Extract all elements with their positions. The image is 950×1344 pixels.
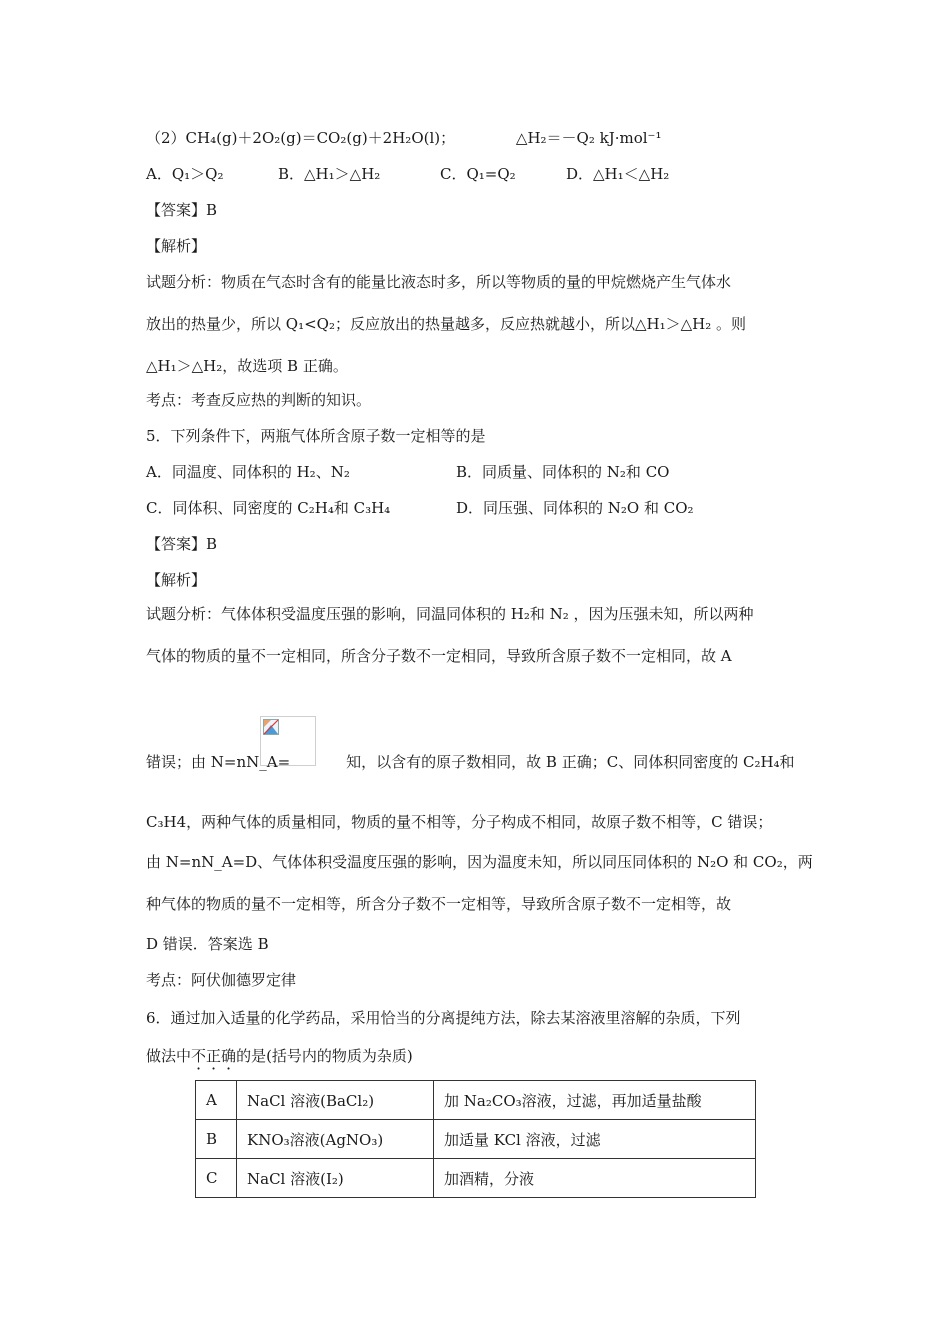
table-cell: 加酒精，分液: [434, 1159, 756, 1198]
q4-option-a: A．Q₁＞Q₂: [146, 165, 224, 183]
table-cell: 加适量 KCl 溶液，过滤: [434, 1120, 756, 1159]
emphasis-char: 确: [221, 1047, 237, 1065]
q4-option-c: C．Q₁=Q₂: [440, 165, 516, 183]
q5-analysis-line: 由 N=nN_A=D、气体体积受温度压强的影响，因为温度未知，所以同压同体积的 N₂O 和 CO₂，两: [146, 853, 813, 871]
stem-text: 做法中: [146, 1047, 192, 1065]
table-row: [196, 1120, 756, 1159]
line-after-image: 知，以含有的原子数相同，故 B 正确；C、同体积同密度的 C₂H₄和: [346, 753, 795, 771]
q4-analysis-line: △H₁＞△H₂，故选项 B 正确。: [146, 357, 348, 375]
table-cell: NaCl 溶液(I₂): [237, 1159, 434, 1198]
table-cell: NaCl 溶液(BaCl₂): [237, 1081, 434, 1120]
options-table: [195, 1080, 756, 1198]
table-cell: C: [196, 1159, 237, 1198]
table-row: [196, 1081, 756, 1120]
q5-analysis-line: D 错误．答案选 B: [146, 935, 269, 953]
q5-stem: 5．下列条件下，两瓶气体所含原子数一定相等的是: [146, 427, 486, 445]
q5-option-c: C．同体积、同密度的 C₂H₄和 C₃H₄: [146, 499, 391, 517]
q5-analysis-line: 种气体的物质的量不一定相等，所含分子数不一定相等，导致所含原子数不一定相等，故: [146, 895, 732, 913]
q4-kaodian: 考点：考查反应热的判断的知识。: [146, 391, 372, 409]
q4-answer: 【答案】B: [146, 201, 218, 219]
q5-kaodian: 考点：阿伏伽德罗定律: [146, 971, 297, 989]
table-row: [196, 1159, 756, 1198]
equation-2: [146, 128, 661, 148]
eq-label: （2）: [146, 129, 186, 147]
emphasis-char: 不: [191, 1047, 207, 1065]
emphasis-char: 正: [206, 1047, 222, 1065]
q5-option-a: A．同温度、同体积的 H₂、N₂: [146, 463, 350, 481]
table-cell: A: [196, 1081, 237, 1120]
q4-option-d: D．△H₁＜△H₂: [566, 165, 670, 183]
table-cell: 加 Na₂CO₃溶液，过滤，再加适量盐酸: [434, 1081, 756, 1120]
q5-answer: 【答案】B: [146, 535, 218, 553]
q4-analysis-label: 【解析】: [146, 237, 207, 255]
eq-dh: △H₂＝－Q₂ kJ·mol⁻¹: [515, 129, 662, 147]
broken-image-icon: [263, 719, 279, 735]
table-cell: B: [196, 1120, 237, 1159]
q5-analysis-line-with-image: [146, 752, 795, 772]
q5-analysis-line: 气体的物质的量不一定相同，所含分子数不一定相同，导致所含原子数不一定相同，故 A: [146, 647, 732, 665]
q5-analysis-line: 试题分析：气体体积受温度压强的影响，同温同体积的 H₂和 N₂ ，因为压强未知，所以两种: [146, 605, 754, 623]
q4-analysis-line: 放出的热量少，所以 Q₁<Q₂；反应放出的热量越多，反应热就越小，所以△H₁＞△H₂ 。则: [146, 315, 746, 333]
q6-stem-line2: [146, 1046, 413, 1066]
table-cell: KNO₃溶液(AgNO₃): [237, 1120, 434, 1159]
line-before-image: 错误；由 N=nN_A=: [146, 753, 291, 771]
q5-analysis-line: C₃H4，两种气体的质量相同，物质的量不相等，分子构成不相同，故原子数不相等，C 错误；: [146, 813, 773, 831]
q6-stem: 6．通过加入适量的化学药品，采用恰当的分离提纯方法，除去某溶液里溶解的杂质，下列: [146, 1009, 741, 1027]
q4-option-b: B．△H₁＞△H₂: [278, 165, 381, 183]
q5-option-b: B．同质量、同体积的 N₂和 CO: [456, 463, 670, 481]
q5-option-d: D．同压强、同体积的 N₂O 和 CO₂: [456, 499, 694, 517]
q4-analysis-line: 试题分析：物质在气态时含有的能量比液态时多，所以等物质的量的甲烷燃烧产生气体水: [146, 273, 732, 291]
q5-analysis-label: 【解析】: [146, 571, 207, 589]
stem-text: 的是(括号内的物质为杂质): [236, 1047, 413, 1065]
eq-body: CH₄(g)＋2O₂(g)＝CO₂(g)＋2H₂O(l)；: [185, 129, 456, 147]
